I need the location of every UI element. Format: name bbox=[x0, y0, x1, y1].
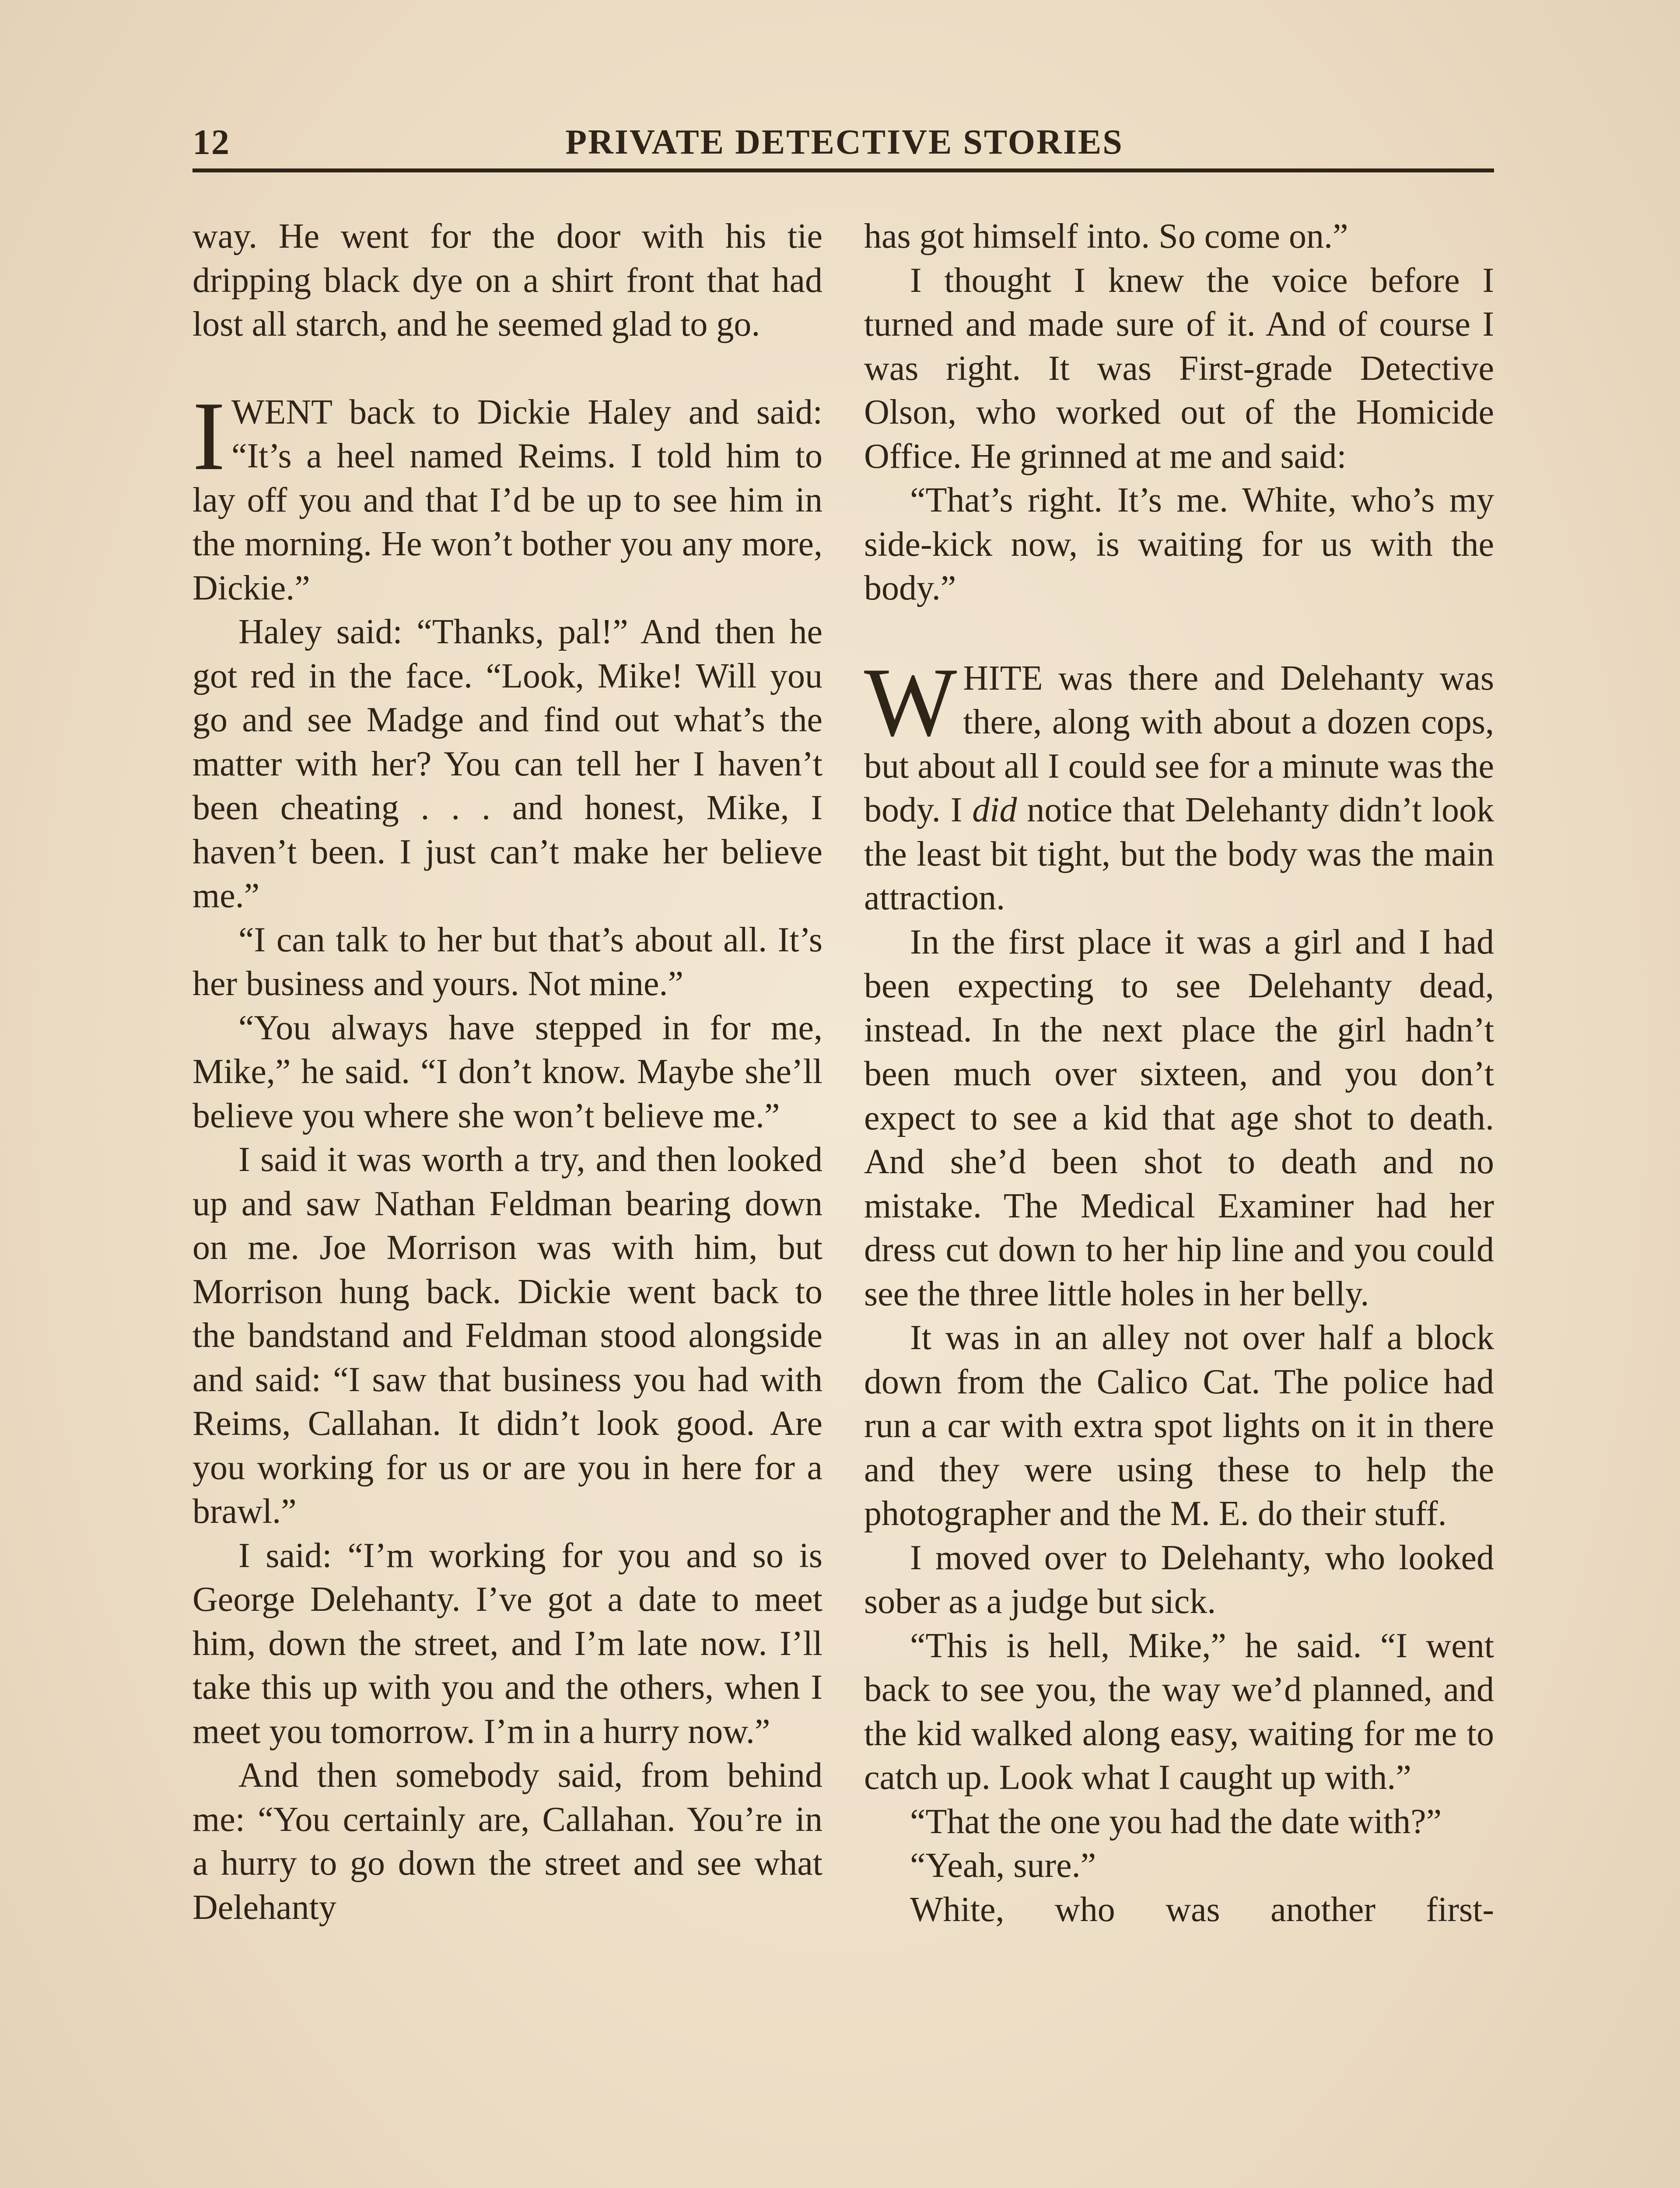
paragraph: It was in an alley not over half a block down from the Calico Cat. The police had run a car with extra spot lights on it in there and they were using these to help the photographer and the M. E. do their stuff. bbox=[864, 1318, 1494, 1533]
paragraph: “You always have stepped in for me, Mike,” he said. “I don’t know. Maybe she’ll believe you where she won’t believe me.” bbox=[192, 1008, 822, 1135]
paragraph: White, who was another first- bbox=[910, 1890, 1494, 1929]
paragraph-text: WENT back to Dickie Haley and said: “It’s a heel named Reims. I told him to lay off you and that I’d be up to see him in the morning. He won’t bother you any more, Dickie.” bbox=[192, 393, 822, 607]
paragraph: way. He went for the door with his tie dripping black dye on a shirt front that had lost all starch, and he seemed glad to go. bbox=[192, 217, 822, 344]
section-opening-paragraph bbox=[192, 381, 822, 610]
paragraph: has got himself into. So come on.” bbox=[864, 217, 1348, 256]
paragraph: “Yeah, sure.” bbox=[910, 1846, 1096, 1885]
paragraph: “This is hell, Mike,” he said. “I went back to see you, the way we’d planned, and the kid walked along easy, waiting for me to catch up. Look what I caught up with.” bbox=[864, 1626, 1494, 1797]
paragraph: “That the one you had the date with?” bbox=[910, 1802, 1442, 1841]
paragraph: I thought I knew the voice before I turned and made sure of it. And of course I was right. It was First-grade Detective Olson, who worked out of the Homicide Office. He grinned at me and said: bbox=[864, 261, 1494, 476]
left-column bbox=[192, 214, 822, 1929]
paragraph: “I can talk to her but that’s about all. It’s her business and yours. Not mine.” bbox=[192, 920, 822, 1003]
paragraph: “That’s right. It’s me. White, who’s my side-kick now, is waiting for us with the body.” bbox=[864, 481, 1494, 607]
paragraph-text: notice that Delehanty didn’t look the least bit tight, but the body was the main attraction. bbox=[864, 791, 1494, 917]
emphasis: did bbox=[972, 791, 1017, 829]
paragraph: In the first place it was a girl and I had been expecting to see Delehanty dead, instead. In the next place the girl hadn’t been much over sixteen, and you don’t expect to see a kid that age shot to death. And she’d been shot to death and no mistake. The Medical Examiner had her dress cut down to her hip line and you could see the three little holes in her belly. bbox=[864, 922, 1494, 1313]
paragraph: I said: “I’m working for you and so is George Delehanty. I’ve got a date to meet him, down the street, and I’m late now. I’ll take this up with you and the others, when I meet you tomorrow. I’m in a hurry now.” bbox=[192, 1536, 822, 1751]
paragraph: And then somebody said, from behind me: “You certainly are, Callahan. You’re in a hurry to go down the street and see what Delehanty bbox=[192, 1756, 822, 1927]
section-opening-paragraph bbox=[864, 647, 1494, 920]
running-head bbox=[192, 118, 1496, 166]
drop-cap: I bbox=[192, 381, 225, 491]
right-column bbox=[864, 214, 1494, 1932]
paragraph: I said it was worth a try, and then looked up and saw Nathan Feldman bearing down on me. Joe Morrison was with him, but Morrison hung back. Dickie went back to the bandstand and Feldman stood alongside and said: “I saw that business you had with Reims, Callahan. It didn’t look good. Are you working for us or are you in here for a brawl.” bbox=[192, 1140, 822, 1531]
magazine-title: PRIVATE DETECTIVE STORIES bbox=[565, 123, 1124, 161]
page-number: 12 bbox=[192, 122, 230, 162]
paragraph: Haley said: “Thanks, pal!” And then he got red in the face. “Look, Mike! Will you go and see Madge and find out what’s the matter with her? You can tell her I haven’t been cheating . . . and honest, Mike, I haven’t been. I just can’t make her believe me.” bbox=[192, 613, 822, 915]
drop-cap: W bbox=[864, 647, 957, 757]
paragraph-text: HITE was there and Delehanty was there, along with about a dozen cops, but about all I could see for a minute was the body. I bbox=[864, 659, 1494, 829]
paragraph: I moved over to Delehanty, who looked sober as a judge but sick. bbox=[864, 1538, 1494, 1621]
header-rule bbox=[192, 168, 1494, 172]
